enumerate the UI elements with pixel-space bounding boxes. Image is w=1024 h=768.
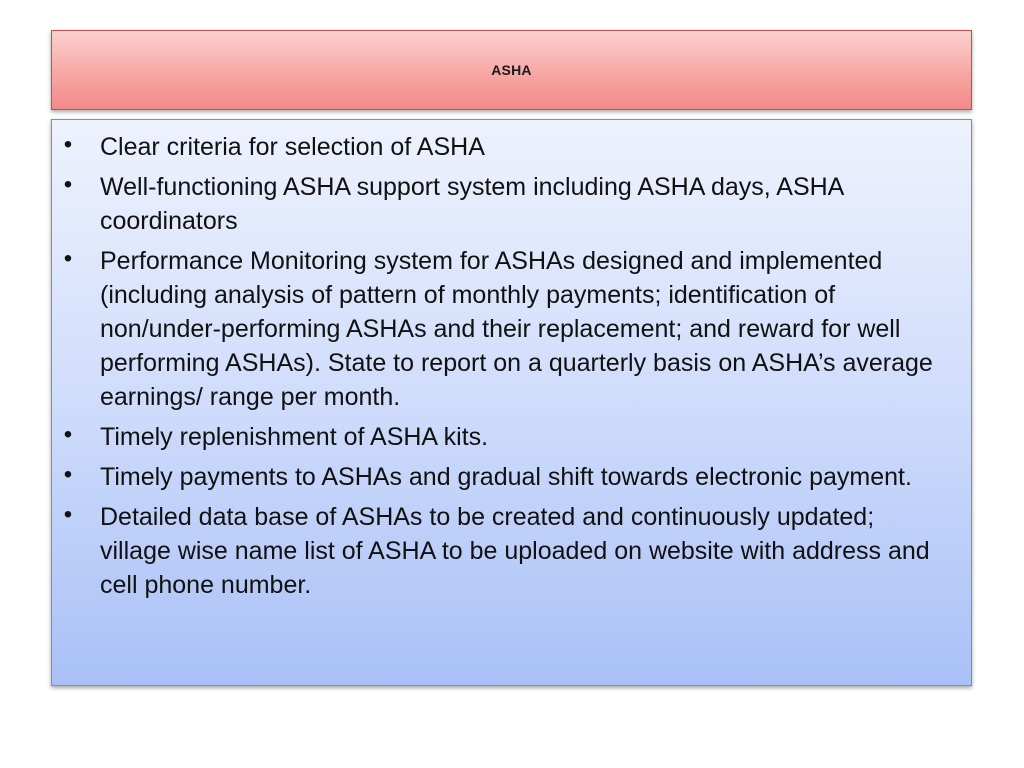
bullet-text: Timely replenishment of ASHA kits.	[100, 423, 489, 451]
bullet-icon: •	[63, 501, 73, 528]
bullet-list	[52, 120, 971, 602]
bullet-text: Detailed data base of ASHAs to be created and continuously updated; village wise name list of ASHA to be uploaded on website with address and cell phone number.	[100, 503, 930, 599]
bullet-icon: •	[63, 131, 73, 158]
slide-content-box	[51, 119, 972, 686]
bullet-item	[52, 460, 951, 494]
bullet-icon: •	[63, 171, 73, 198]
slide-title: ASHA	[491, 62, 532, 78]
bullet-icon: •	[63, 461, 73, 488]
bullet-icon: •	[63, 421, 73, 448]
bullet-item	[52, 130, 951, 164]
bullet-item	[52, 500, 951, 602]
bullet-item	[52, 420, 951, 454]
bullet-icon: •	[63, 245, 73, 272]
bullet-text: Timely payments to ASHAs and gradual shift towards electronic payment.	[100, 463, 912, 491]
bullet-text: Performance Monitoring system for ASHAs designed and implemented (including analysis of pattern of monthly payments; identification of non/under-performing ASHAs and their replacement; and reward for well performing ASHAs). State to report on a quarterly basis on ASHA’s average earnings/ range per month.	[100, 247, 933, 411]
bullet-text: Clear criteria for selection of ASHA	[100, 133, 485, 161]
bullet-item	[52, 170, 951, 238]
bullet-item	[52, 244, 951, 414]
slide-title-box	[51, 30, 972, 110]
bullet-text: Well-functioning ASHA support system including ASHA days, ASHA coordinators	[100, 173, 843, 235]
